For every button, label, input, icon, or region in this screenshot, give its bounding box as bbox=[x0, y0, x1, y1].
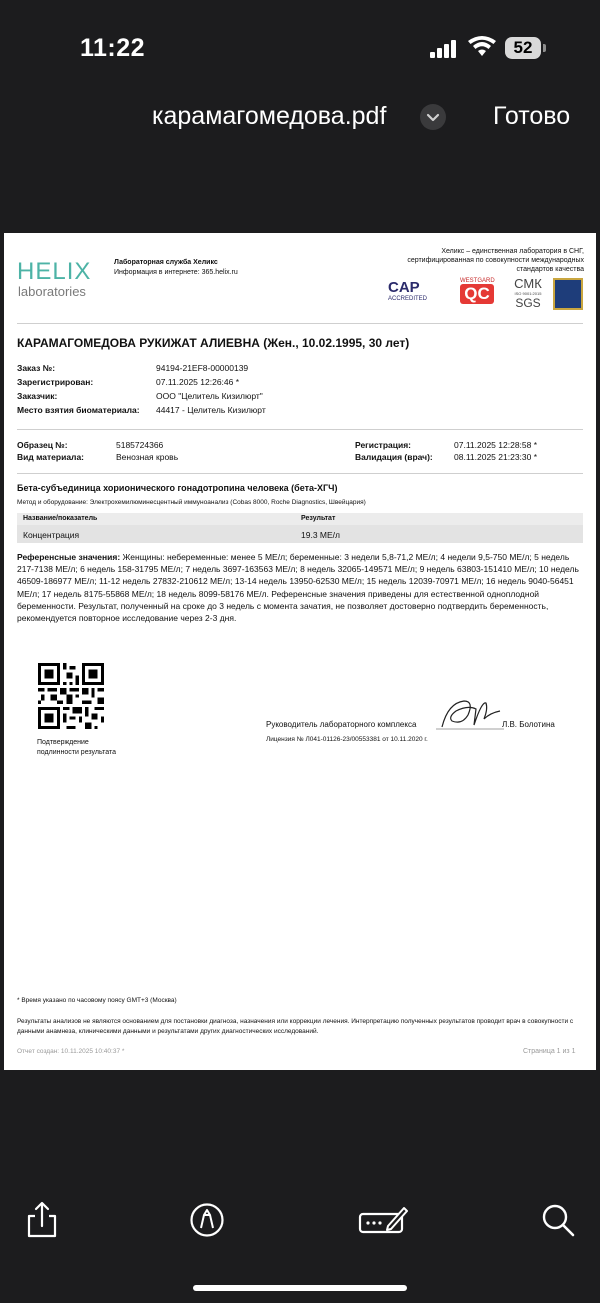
validation-label: Валидация (врач): bbox=[355, 452, 433, 462]
divider bbox=[17, 473, 583, 474]
chevron-down-icon[interactable] bbox=[420, 104, 446, 130]
registered-value: 07.11.2025 12:26:46 * bbox=[156, 377, 240, 387]
head-label: Руководитель лабораторного комплекса bbox=[266, 720, 417, 729]
material-label: Вид материала: bbox=[17, 452, 85, 462]
order-label: Заказ №: bbox=[17, 363, 56, 373]
home-indicator[interactable] bbox=[193, 1285, 407, 1291]
signature-image bbox=[434, 695, 506, 733]
done-button[interactable]: Готово bbox=[493, 102, 571, 130]
cap-accredited-logo bbox=[388, 279, 450, 307]
divider bbox=[17, 429, 583, 430]
qr-caption bbox=[37, 738, 116, 758]
sample-value: 5185724366 bbox=[116, 440, 164, 450]
table-row bbox=[17, 525, 583, 543]
customer-label: Заказчик: bbox=[17, 391, 58, 401]
status-bar bbox=[0, 0, 600, 90]
customer-value: ООО "Целитель Кизилюрт" bbox=[156, 391, 263, 401]
column-name-header: Название/показатель bbox=[23, 515, 98, 522]
reference-values bbox=[17, 551, 584, 624]
lab-website: Информация в интернете: 365.helix.ru bbox=[114, 269, 238, 276]
share-icon[interactable] bbox=[20, 1198, 64, 1242]
qr-code-icon[interactable] bbox=[38, 663, 104, 729]
smk-sgs-logo bbox=[508, 276, 548, 312]
cap-label: CAP bbox=[388, 279, 420, 296]
timezone-note: * Время указано по часовому поясу GMT+3 (Москва) bbox=[17, 997, 177, 1004]
helix-logo: HELIX bbox=[17, 258, 92, 285]
divider bbox=[17, 323, 583, 324]
test-method: Метод и оборудование: Электрохемилюминесцентный иммуноанализ (Cobas 8000, Roche Diagnostics, Швейцария) bbox=[17, 499, 366, 506]
result-value: 19.3 МЕ/л bbox=[301, 530, 340, 540]
result-name: Концентрация bbox=[23, 530, 80, 540]
lab-service-name: Лабораторная служба Хеликс bbox=[114, 259, 218, 266]
material-value: Венозная кровь bbox=[116, 452, 179, 462]
certification-text: Хеликс – единственная лаборатория в СНГ, сертифицированная по совокупности международных стандартов качества bbox=[407, 248, 584, 273]
registration-label: Регистрация: bbox=[355, 440, 412, 450]
column-result-header: Результат bbox=[301, 515, 336, 522]
battery-tip bbox=[543, 44, 546, 52]
markup-icon[interactable] bbox=[185, 1198, 229, 1242]
registration-value: 07.11.2025 12:28:58 * bbox=[454, 440, 538, 450]
document-title[interactable]: карамагомедова.pdf bbox=[152, 102, 387, 130]
license-text: Лицензия № Л041-01126-23/00553381 от 10.11.2020 г. bbox=[266, 736, 428, 743]
order-value: 94194-21EF8-00000139 bbox=[156, 363, 249, 373]
sgs-label: SGS bbox=[515, 296, 541, 310]
sample-label: Образец №: bbox=[17, 440, 68, 450]
quality-badge-logo bbox=[553, 278, 583, 310]
qr-caption-line1: Подтверждение bbox=[37, 739, 89, 746]
test-title: Бета-субъединица хорионического гонадотропина человека (бета-ХГЧ) bbox=[17, 483, 338, 493]
results-table-header bbox=[17, 513, 583, 525]
status-time: 11:22 bbox=[80, 34, 146, 62]
place-value: 44417 - Целитель Кизилюрт bbox=[156, 405, 266, 415]
wifi-icon bbox=[468, 36, 496, 58]
head-name: Л.В. Болотина bbox=[502, 720, 555, 729]
westgard-qc-logo bbox=[460, 278, 494, 308]
battery-icon: 52 bbox=[505, 37, 541, 59]
page-number: Страница 1 из 1 bbox=[523, 1048, 576, 1055]
cap-sub: ACCREDITED bbox=[388, 296, 428, 302]
westgard-label: WESTGARD bbox=[460, 278, 495, 284]
pdf-page bbox=[4, 233, 596, 1070]
smk-label: СМК bbox=[514, 276, 542, 291]
cellular-signal-icon bbox=[430, 38, 460, 58]
reference-label: Референсные значения: bbox=[17, 552, 121, 562]
qr-caption-line2: подлинности результата bbox=[37, 749, 116, 756]
report-created: Отчет создан: 10.11.2025 10:40:37 * bbox=[17, 1048, 125, 1055]
validation-value: 08.11.2025 21:23:30 * bbox=[454, 452, 538, 462]
patient-name: КАРАМАГОМЕДОВА РУКИЖАТ АЛИЕВНА (Жен., 10.02.1995, 30 лет) bbox=[17, 336, 410, 350]
qc-label: QC bbox=[460, 284, 494, 304]
search-icon[interactable] bbox=[536, 1198, 580, 1242]
registered-label: Зарегистрирован: bbox=[17, 377, 94, 387]
helix-logo-sub: laboratories bbox=[18, 284, 86, 299]
reference-text: Женщины: небеременные: менее 5 МЕ/л; беременные: 3 недели 5,8-71,2 МЕ/л; 4 недели 9,5-750 МЕ/л; 5 недель 217-7138 МЕ/л; 6 недель 158-31795 МЕ/л; 7 недель 3697-163563 МЕ/л; 8 недель 32065-149571 МЕ/л; 9 недель 63803-151410 МЕ/л; 10 недель 46509-186977 МЕ/л; 11-12 недель 27832-210612 МЕ/л; 13-14 недель 13950-62530 МЕ/л; 15 недель 12039-70971 МЕ/л; 16 недель 9040-56451 МЕ/л; 17 недель 8175-55868 МЕ/л; 18 недель 8099-58176 МЕ/л. Референсные значения приведены для естественной одноплодной беременности. Результат, полученный на сроке до 3 недель с момента зачатия, не позволяет достоверно подтвердить беременность, рекомендуется повторное исследование через 2-3 дня. bbox=[17, 552, 579, 624]
disclaimer-text: Результаты анализов не являются основанием для постановки диагноза, назначения или коррекции лечения. Интерпретацию полученных результатов проводит врач в совокупности с данными анамнеза, клиническими данными и результатами других диагностических исследований. bbox=[17, 1018, 574, 1035]
iso-label: ISO 9001:2015 bbox=[514, 291, 542, 296]
signature-icon[interactable] bbox=[358, 1198, 408, 1242]
place-label: Место взятия биоматериала: bbox=[17, 405, 140, 415]
